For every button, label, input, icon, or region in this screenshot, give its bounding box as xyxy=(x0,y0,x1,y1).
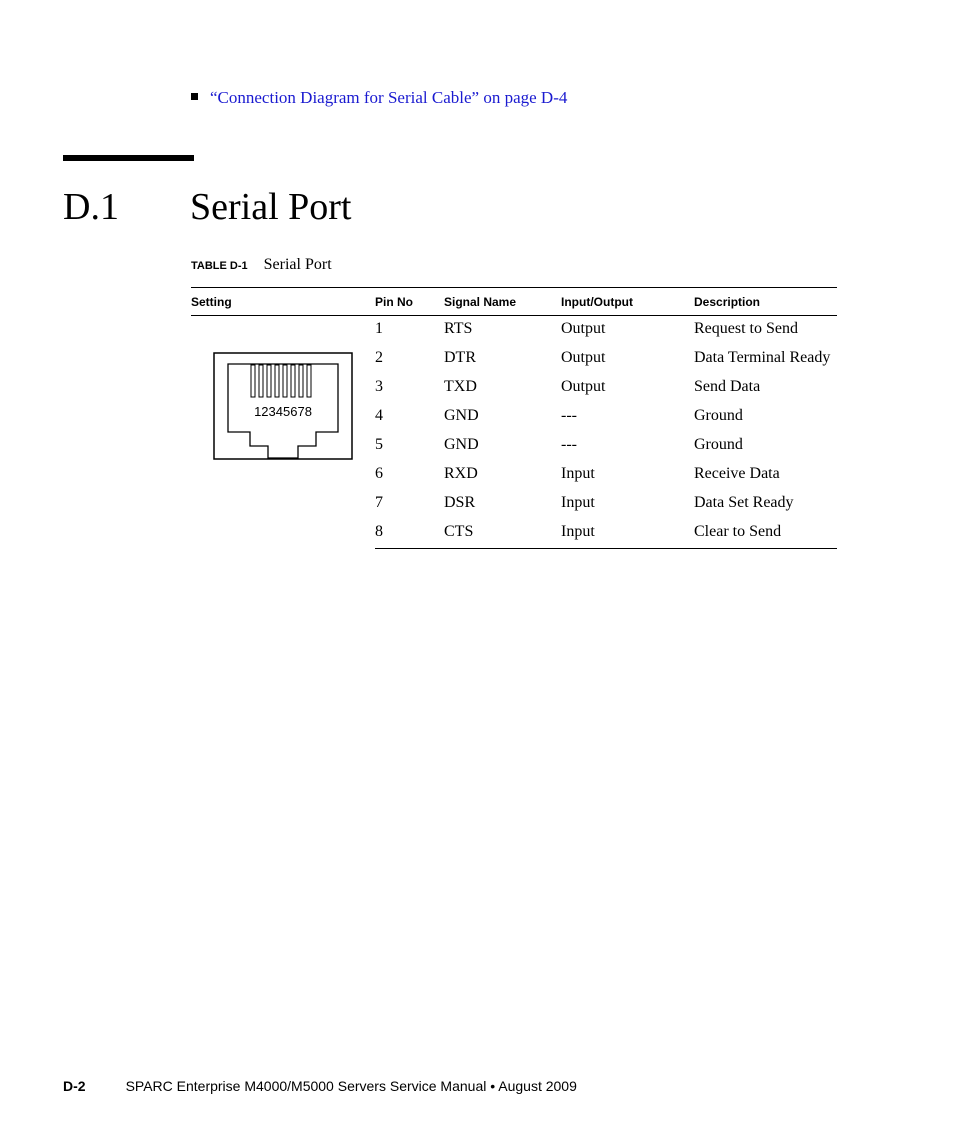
cell-signal: GND xyxy=(444,436,479,453)
header-signal-name: Signal Name xyxy=(444,288,561,316)
cell-description: Data Terminal Ready xyxy=(694,349,831,366)
cell-signal: RXD xyxy=(444,465,478,482)
section-rule xyxy=(63,155,194,161)
cell-signal: TXD xyxy=(444,378,477,395)
cell-description: Clear to Send xyxy=(694,519,837,549)
cell-description: Request to Send xyxy=(694,320,798,337)
cell-pin: 7 xyxy=(375,494,383,511)
cell-description: Send Data xyxy=(694,378,761,395)
serial-port-table xyxy=(191,287,837,549)
cell-io: --- xyxy=(561,407,577,424)
cell-signal: CTS xyxy=(444,519,561,549)
xref-list-item xyxy=(191,88,567,108)
cell-pin: 1 xyxy=(375,320,383,337)
cell-pin: 3 xyxy=(375,378,383,395)
page-footer xyxy=(63,1078,577,1094)
cell-pin: 2 xyxy=(375,349,383,366)
rj45-connector-icon xyxy=(213,352,353,462)
cell-io: Input xyxy=(561,494,595,511)
cell-io: Output xyxy=(561,378,606,395)
bullet-icon xyxy=(191,93,198,100)
cell-pin: 8 xyxy=(375,519,444,549)
connector-pin-label: 12345678 xyxy=(254,404,312,419)
table-header-row xyxy=(191,288,837,316)
header-pin-no: Pin No xyxy=(375,288,444,316)
cell-signal: DTR xyxy=(444,349,476,366)
cell-description: Ground xyxy=(694,436,743,453)
cell-pin: 6 xyxy=(375,465,383,482)
cell-io: Input xyxy=(561,465,595,482)
footer-text: SPARC Enterprise M4000/M5000 Servers Service Manual • August 2009 xyxy=(125,1078,577,1094)
cell-io: --- xyxy=(561,436,577,453)
setting-cell xyxy=(191,316,375,549)
cell-io: Input xyxy=(561,519,694,549)
table-row xyxy=(191,316,837,346)
footer-page-number: D-2 xyxy=(63,1078,86,1094)
cell-signal: RTS xyxy=(444,320,473,337)
header-setting: Setting xyxy=(191,288,375,316)
cell-io: Output xyxy=(561,349,606,366)
cell-signal: GND xyxy=(444,407,479,424)
cell-signal: DSR xyxy=(444,494,476,511)
header-input-output: Input/Output xyxy=(561,288,694,316)
cell-pin: 5 xyxy=(375,436,383,453)
cell-pin: 4 xyxy=(375,407,383,424)
table-caption xyxy=(191,256,332,274)
section-number: D.1 xyxy=(63,186,119,228)
xref-link-connection-diagram[interactable]: “Connection Diagram for Serial Cable” on page D-4 xyxy=(210,88,568,107)
cell-description: Data Set Ready xyxy=(694,494,794,511)
table-caption-text: Serial Port xyxy=(263,256,332,273)
section-title: Serial Port xyxy=(190,186,352,228)
cell-description: Ground xyxy=(694,407,743,424)
header-description: Description xyxy=(694,288,837,316)
table-caption-label: TABLE D-1 xyxy=(191,260,248,272)
cell-description: Receive Data xyxy=(694,465,780,482)
cell-io: Output xyxy=(561,320,606,337)
